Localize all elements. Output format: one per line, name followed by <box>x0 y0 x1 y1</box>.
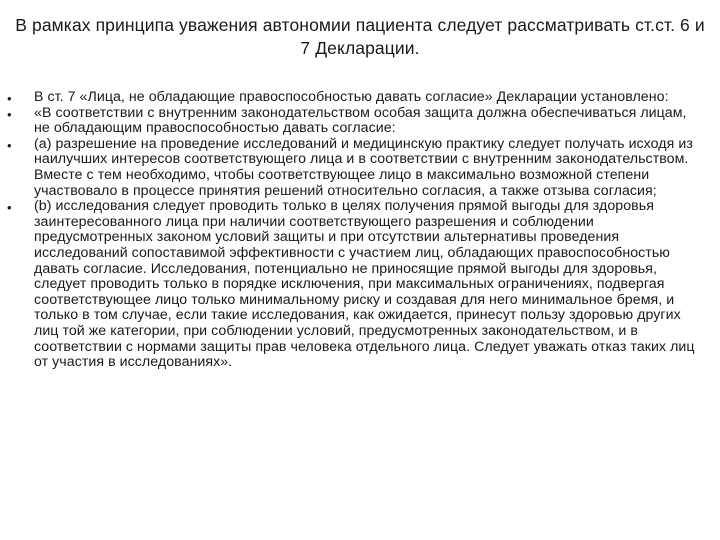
bullet-icon: • <box>7 91 12 106</box>
bullet-item <box>0 137 720 199</box>
bullet-text: «В соответствии с внутренним законодательством особая защита должна обеспечиваться лицам, не обладающим правоспособностью давать согласие: <box>34 104 687 137</box>
bullet-icon: • <box>7 106 12 122</box>
bullet-text: (b) исследования следует проводить только в целях получения прямой выгоды для здоровья заинтересованного лица при наличии соответствующего разрешения и соблюдении предусмотренных законом условий защиты и при отсутствии альтернативы проведения исследований сопоставимой эффективности с участием лиц, обладающих правоспособностью давать согласие. Исследования, потенциально не приносящие прямой выгоды для здоровья, следует проводить только в порядке исключения, при максимальных ограничениях, подвергая соответствующее лицо только минимальному риску и создавая для него минимальное бремя, и только в том случае, если такие исследования, как ожидается, принесут пользу здоровью других лиц той же категории, при соблюдении условий, предусмотренных законодательством, и в соответствии с нормами защиты прав человека отдельного лица. Следует уважать отказ таких лиц от участия в исследованиях». <box>34 198 695 371</box>
bullet-text: В ст. 7 «Лица, не обладающие правоспособностью давать согласие» Декларации установлено: <box>34 89 669 105</box>
bullet-icon: • <box>7 137 12 153</box>
bullet-list <box>0 90 720 371</box>
bullet-text: (a) разрешение на проведение исследований и медицинскую практику следует получать исходя из наилучших интересов соответствующего лица и в соответствии с внутренним законодательством. Вместе с тем необходимо, чтобы соответствующее лицо в максимально возможной степени участвовало в процессе принятия решений относительно согласия, а также отзыва согласия; <box>34 135 693 199</box>
bullet-item <box>0 106 720 137</box>
bullet-icon: • <box>7 200 12 216</box>
slide-title: В рамках принципа уважения автономии пациента следует рассматривать ст.ст. 6 и 7 Декларации. <box>15 15 705 58</box>
bullet-item <box>0 199 720 371</box>
bullet-item <box>0 90 720 106</box>
